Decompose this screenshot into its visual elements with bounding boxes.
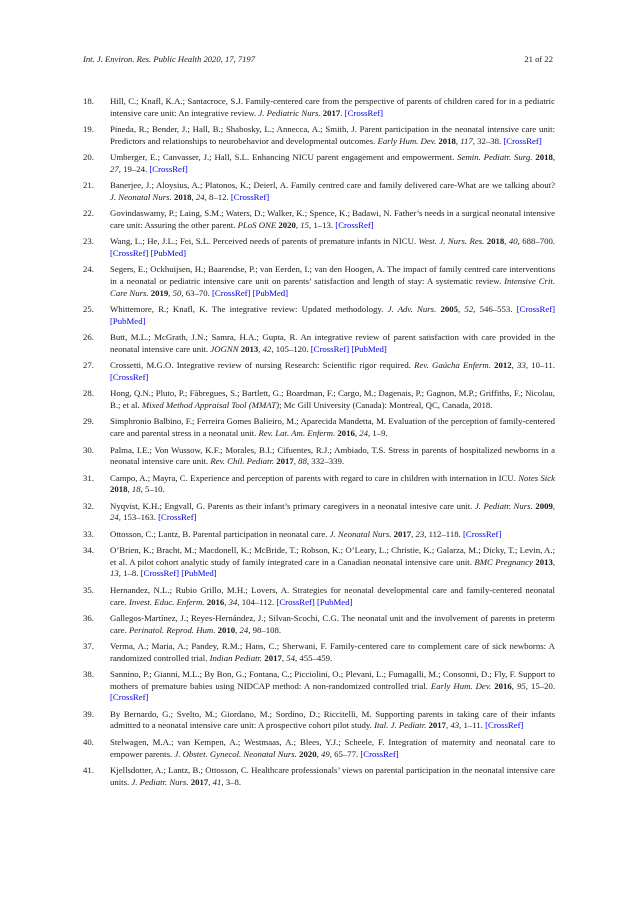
reference-text: , [552, 500, 556, 511]
reference-number: 26. [83, 332, 94, 343]
reference-text: Campo, A.; Mayra, C. Experience and perception of parents with regard to care in children with internation in ICU. [110, 472, 519, 483]
reference-text: , [208, 776, 213, 787]
reference-text: , [411, 528, 416, 539]
reference-year: 2019 [150, 287, 169, 298]
reference-year: 2018 [173, 191, 192, 202]
reference-text: Kjellsdotter, A.; Lantz, B.; Ottosson, C. Healthcare professionals’ views on parental participation in the neonatal intensive care units. [110, 764, 555, 787]
reference-year: 2017 [190, 776, 209, 787]
crossref-link[interactable]: [CrossRef] [310, 343, 350, 354]
crossref-link[interactable]: [CrossRef] [212, 287, 251, 298]
reference-year: 2012 [494, 360, 512, 371]
reference-item [0, 96, 555, 119]
reference-text: , [504, 236, 509, 247]
reference-text: , [552, 556, 555, 567]
reference-text: , [458, 304, 465, 315]
reference-number: 38. [83, 669, 94, 680]
reference-year: 2017 [264, 652, 282, 663]
reference-italic-text: 15 [300, 219, 310, 230]
reference-year: 2018 [486, 236, 505, 247]
reference-item [0, 529, 555, 541]
reference-italic-text: BMC Pregnancy [474, 556, 533, 567]
reference-italic-text: 52 [464, 304, 474, 315]
reference-number: 29. [83, 416, 94, 427]
reference-italic-text: 54 [286, 652, 295, 663]
crossref-link[interactable]: [CrossRef] [335, 219, 374, 230]
pubmed-link[interactable]: [PubMed] [252, 287, 289, 298]
reference-text: . [340, 107, 345, 118]
reference-text: , 1–13. [309, 219, 336, 230]
reference-year: 2013 [240, 343, 259, 354]
reference-year: 2009 [535, 500, 553, 511]
reference-number: 18. [83, 96, 94, 106]
reference-text: , 1–11. [459, 720, 486, 731]
reference-item [0, 332, 555, 355]
reference-text: , 104–112. [237, 596, 277, 607]
crossref-link[interactable]: [CrossRef] [360, 748, 399, 759]
reference-text: Segers, E.; Ockhuijsen, H.; Baarendse, P.; van Eerden, I.; van den Hoogen, A. The impact of family centred care interventions in a neonatal or pediatric intensive care unit on parents’ satisfaction and length of stay: A systematic review. [110, 264, 555, 287]
reference-item [0, 641, 555, 664]
reference-italic-text: J. Obstet. Gynecol. Neonatal Nurs. [174, 748, 297, 759]
reference-text: , [224, 596, 229, 607]
reference-number: 34. [83, 545, 94, 556]
reference-italic-text: J. Neonatal Nurs. [110, 191, 172, 202]
reference-text: , [258, 343, 263, 354]
reference-italic-text: 24 [359, 428, 368, 439]
reference-text: , [281, 652, 287, 663]
reference-number: 27. [83, 360, 94, 371]
reference-text: , [293, 456, 299, 467]
crossref-link[interactable]: [CrossRef] [344, 107, 384, 118]
reference-year: 2020 [278, 219, 296, 230]
crossref-link[interactable]: [CrossRef] [140, 568, 180, 579]
reference-number: 31. [83, 472, 94, 483]
reference-italic-text: 41 [212, 776, 222, 787]
reference-text: , [511, 360, 518, 371]
crossref-link[interactable]: [CrossRef] [230, 191, 270, 202]
reference-list [0, 96, 638, 793]
reference-text: O’Brien, K.; Bracht, M.; Macdonell, K.; McBride, T.; Robson, K.; O’Leary, L.; Christie, K.; Galarza, M.; Dicky, T.; Levin, A.; et al. A pilot cohort analytic study of family integrated care in a Canadian neonatal intensive care unit. [110, 545, 555, 567]
reference-text: , [455, 135, 461, 146]
reference-italic-text: 50 [172, 287, 182, 298]
reference-year: 2017 [393, 528, 412, 539]
reference-item [0, 445, 555, 468]
reference-item [0, 585, 555, 608]
reference-text: , 3–8. [221, 776, 242, 787]
reference-text: , [295, 219, 301, 230]
reference-year: 2017 [428, 720, 446, 731]
reference-italic-text: 88 [298, 456, 307, 467]
reference-item [0, 545, 555, 580]
reference-year: 2016 [206, 596, 225, 607]
pubmed-link[interactable]: [PubMed] [351, 343, 387, 354]
reference-year: 2016 [494, 680, 512, 691]
reference-number: 41. [83, 764, 94, 775]
reference-text: , 455–459. [294, 652, 333, 663]
reference-italic-text: J. Pediatr. Nurs. [131, 776, 189, 787]
reference-item [0, 360, 555, 383]
reference-italic-text: Ital. J. Pediatr. [374, 720, 427, 731]
reference-item [0, 669, 555, 704]
reference-italic-text: 23 [415, 528, 425, 539]
reference-number: 36. [83, 613, 94, 623]
reference-italic-text: 49 [320, 748, 330, 759]
crossref-link[interactable]: [CrossRef] [110, 371, 149, 382]
reference-text: ; Mc Gill University (Canada): Montreal, QC, Canada, 2018. [279, 399, 493, 410]
reference-text: , 688–700. [517, 236, 556, 247]
reference-italic-text: Mixed Method Appraisal Tool (MMAT) [141, 399, 280, 410]
reference-item [0, 501, 555, 524]
reference-italic-text: Perinatol. Reprod. Hum. [128, 624, 216, 635]
reference-italic-text: 13 [110, 568, 119, 579]
crossref-link[interactable]: [CrossRef] [503, 135, 542, 146]
reference-item [0, 208, 555, 231]
reference-text: Gallegos-Martínez, J.; Reyes-Hernández, J.; Silvan-Scochi, C.G. The neonatal unit and the involvement of parents in preterm care. [110, 613, 555, 635]
reference-item [0, 304, 555, 327]
reference-number: 35. [83, 584, 94, 595]
reference-year: 2017 [322, 107, 341, 118]
reference-italic-text: J. Adv. Nurs. [387, 304, 437, 315]
reference-item [0, 152, 555, 175]
reference-text: , 1–8. [118, 568, 141, 579]
page-number: 21 of 22 [524, 54, 553, 64]
journal-citation: 2020, 17, 7197 [203, 54, 256, 64]
reference-italic-text: Rev. Chil. Pediatr. [210, 456, 275, 467]
reference-italic-text: 40 [508, 236, 518, 247]
reference-italic-text: West. J. Nurs. Res. [418, 236, 485, 247]
reference-italic-text: Invest. Educ. Enferm. [128, 596, 205, 607]
reference-italic-text: 24 [195, 191, 205, 202]
reference-italic-text: Notes Sick [518, 472, 555, 483]
reference-text: , 332–339. [306, 456, 345, 467]
reference-text: Stelwagen, M.A.; van Kempen, A.; Westmaas, A.; Blees, Y.J.; Scheele, F. Integration of maternity and neonatal care to empower parents. [110, 736, 555, 759]
reference-italic-text: 34 [228, 596, 238, 607]
reference-text: , 65–77. [329, 748, 361, 759]
reference-item [0, 388, 555, 411]
reference-italic-text: PLoS ONE [237, 219, 277, 230]
reference-number: 33. [83, 528, 94, 539]
reference-year: 2018 [535, 152, 553, 163]
reference-number: 24. [83, 264, 94, 275]
reference-year: 2005 [440, 304, 459, 315]
reference-text: Verma, A.; Maria, A.; Pandey, R.M.; Hans, C.; Sherwani, F. Family-centered care to complement care of sick newborns: A randomized controlled trial. [110, 641, 555, 663]
reference-text: , 153–163. [118, 512, 159, 523]
reference-italic-text: 18 [131, 484, 141, 495]
reference-italic-text: 95 [517, 680, 526, 691]
reference-year: 2018 [438, 135, 456, 146]
reference-italic-text: 43 [450, 720, 460, 731]
reference-text: , 63–70. [181, 287, 213, 298]
reference-text: Umberger, E.; Canvasser, J.; Hall, S.L. Enhancing NICU parent engagement and empowerment. [110, 152, 458, 163]
reference-item [0, 236, 555, 259]
reference-text: , 98–108. [248, 624, 282, 635]
reference-item [0, 473, 555, 496]
reference-text: Simphronio Balbino, F.; Ferreira Gomes Balieiro, M.; Aparecida Mandetta, M. Evaluation of the perception of family-centered care and parental stress in a neonatal unit. [110, 416, 555, 439]
reference-year: 2020 [299, 748, 317, 759]
reference-text: , [354, 428, 360, 439]
reference-italic-text: J. Pediatric Nurs. [258, 107, 321, 118]
reference-text: , 10–11. [525, 360, 555, 371]
reference-text: , [316, 748, 321, 759]
reference-italic-text: Intensive Crit. Care Nurs. [110, 276, 556, 298]
reference-number: 20. [83, 152, 94, 163]
reference-text: , [552, 152, 555, 163]
reference-text: , 19–24. [118, 163, 150, 174]
reference-italic-text: Early Hum. Dev. [430, 680, 492, 691]
reference-item [0, 264, 555, 299]
reference-text: Whittemore, R.; Knafl, K. The integrative review: Updated methodology. [110, 304, 388, 315]
reference-text: Banerjee, J.; Aloysius, A.; Platonos, K.; Deierl, A. Family centred care and family delivered care-What are we talking about? [110, 180, 555, 191]
reference-number: 32. [83, 500, 94, 511]
reference-italic-text: 27 [110, 163, 119, 174]
reference-italic-text: J. Neonatal Nurs. [329, 528, 392, 539]
reference-year: 2016 [337, 428, 355, 439]
reference-number: 30. [83, 444, 94, 455]
reference-text: , 32–38. [472, 135, 504, 146]
reference-italic-text: Rev. Lat. Am. Enferm. [258, 428, 336, 439]
reference-number: 22. [83, 208, 94, 219]
crossref-link[interactable]: [CrossRef] [485, 720, 524, 731]
crossref-link[interactable]: [CrossRef] [276, 596, 315, 607]
reference-text: Hill, C.; Knafl, K.A.; Santacroce, S.J. Family-centered care from the perspective of parents of children cared for in a pediatric intensive care unit: An integrative review. [110, 96, 555, 118]
pubmed-link[interactable]: [PubMed] [110, 315, 146, 326]
reference-number: 21. [83, 180, 94, 191]
reference-text: , 105–120. [271, 343, 311, 354]
reference-year: 2017 [276, 456, 294, 467]
reference-text: , 546–553. [473, 304, 517, 315]
crossref-link[interactable]: [CrossRef] [462, 528, 502, 539]
reference-item [0, 613, 555, 636]
pubmed-link[interactable]: [PubMed] [181, 568, 217, 579]
reference-italic-text: Rev. Gaúcha Enferm. [414, 360, 491, 371]
reference-italic-text: 24 [239, 624, 249, 635]
reference-text: , [127, 484, 132, 495]
reference-text: , 5–10. [140, 484, 165, 495]
crossref-link[interactable]: [CrossRef] [516, 304, 556, 315]
reference-number: 39. [83, 708, 94, 719]
reference-italic-text: Indian Pediatr. [209, 652, 263, 663]
reference-text: Ottosson, C.; Lantz, B. Parental participation in neonatal care. [110, 528, 330, 539]
reference-italic-text: 42 [262, 343, 272, 354]
reference-item [0, 765, 555, 788]
reference-text: Palma, I.E.; Von Wussow, K.F.; Morales, B.I.; Cifuentes, R.J.; Ambiado, T.S. Stress in parents of hospitalized newborns in a neonatal intensive care unit. [110, 444, 555, 467]
reference-text: , [168, 287, 173, 298]
reference-text: , 112–118. [424, 528, 463, 539]
crossref-link[interactable]: [CrossRef] [149, 163, 188, 174]
reference-year: 2013 [535, 556, 553, 567]
reference-italic-text: J. Pediatr. Nurs. [474, 500, 533, 511]
crossref-link[interactable]: [CrossRef] [110, 692, 149, 703]
reference-item [0, 709, 555, 732]
reference-text: Nyqvist, K.H.; Engvall, G. Parents as their infant’s primary caregivers in a neonatal intesive care unit. [110, 500, 475, 511]
reference-text: Sannino, P.; Gianni, M.L.; By Bon, G.; Fontana, C.; Picciolini, O.; Plevani, L.; Fumagalli, M.; Consonni, D.; Fly, F. Support to mothers of premature babies using NIDCAP method: A non-randomized controlled trial. [110, 669, 555, 691]
reference-italic-text: 24 [110, 512, 119, 523]
reference-item [0, 124, 555, 147]
reference-text: Wang, L.; He, J.L.; Fei, S.L. Perceived needs of parents of premature infants in NICU. [110, 236, 419, 247]
running-header [83, 54, 553, 68]
reference-year: 2018 [110, 484, 128, 495]
reference-item [0, 180, 555, 203]
reference-italic-text: Semin. Pediatr. Surg. [457, 152, 533, 163]
reference-number: 40. [83, 736, 94, 747]
reference-text: , [191, 191, 196, 202]
pubmed-link[interactable]: [PubMed] [150, 247, 187, 258]
reference-text: By Bernardo, G.; Svelto, M.; Giordano, M.; Sordino, D.; Riccitelli, M. Supporting parents in taking care of their infants admitted to a neonatal intensive care unit: A prospective cohort pilot study. [110, 708, 555, 731]
crossref-link[interactable]: [CrossRef] [158, 512, 197, 523]
reference-text: , [446, 720, 451, 731]
reference-italic-text: Early Hum. Dev. [377, 135, 437, 146]
reference-text: , 15–20. [525, 680, 556, 691]
reference-text: , [235, 624, 240, 635]
reference-italic-text: JOGNN [210, 343, 239, 354]
reference-year: 2010 [217, 624, 236, 635]
reference-number: 25. [83, 304, 94, 315]
reference-number: 23. [83, 236, 94, 247]
reference-number: 28. [83, 388, 94, 399]
crossref-link[interactable]: [CrossRef] [110, 247, 149, 258]
reference-text: Butt, M.L.; McGrath, J.N.; Samra, H.A.; Gupta, R. An integrative review of parent satisfaction with care provided in the neonatal intensive care unit. [110, 332, 555, 354]
journal-name: Int. J. Environ. Res. Public Health [83, 54, 202, 64]
reference-number: 37. [83, 641, 94, 652]
reference-item [0, 416, 555, 439]
reference-text: Pineda, R.; Bender, J.; Hall, B.; Shabosky, L.; Annecca, A.; Smith, J. Parent participation in the neonatal intensive care unit: Predictors and relationships to neurobehavior and developmental outcomes. [110, 124, 555, 146]
reference-number: 19. [83, 124, 94, 135]
reference-italic-text: 33 [517, 360, 526, 371]
reference-text: , 1–9. [367, 428, 388, 439]
reference-text: , [511, 680, 517, 691]
reference-italic-text: 117 [460, 135, 473, 146]
reference-text: Hernandez, N.L.; Rubio Grillo, M.H.; Lovers, A. Strategies for neonatal developmental care and family-centered neonatal care. [110, 584, 555, 607]
reference-text: Govindaswamy, P.; Laing, S.M.; Waters, D.; Walker, K.; Spence, K.; Badawi, N. Father’s needs in a surgical neonatal intensive care unit: Assuring the other parent. [110, 208, 555, 230]
reference-item [0, 737, 555, 760]
reference-text: Crossetti, M.G.O. Integrative review of nursing Research: Scientific rigor required. [110, 360, 415, 371]
reference-text: , 8–12. [204, 191, 231, 202]
reference-text: Hong, Q.N.; Pluto, P.; Fàbregues, S.; Bartlett, G.; Boardman, F.; Cargo, M.; Dagenais, P.; Gagnon, M.P.; Griffiths, F.; Nicolau, B.; et al. [110, 388, 555, 410]
pubmed-link[interactable]: [PubMed] [317, 596, 353, 607]
